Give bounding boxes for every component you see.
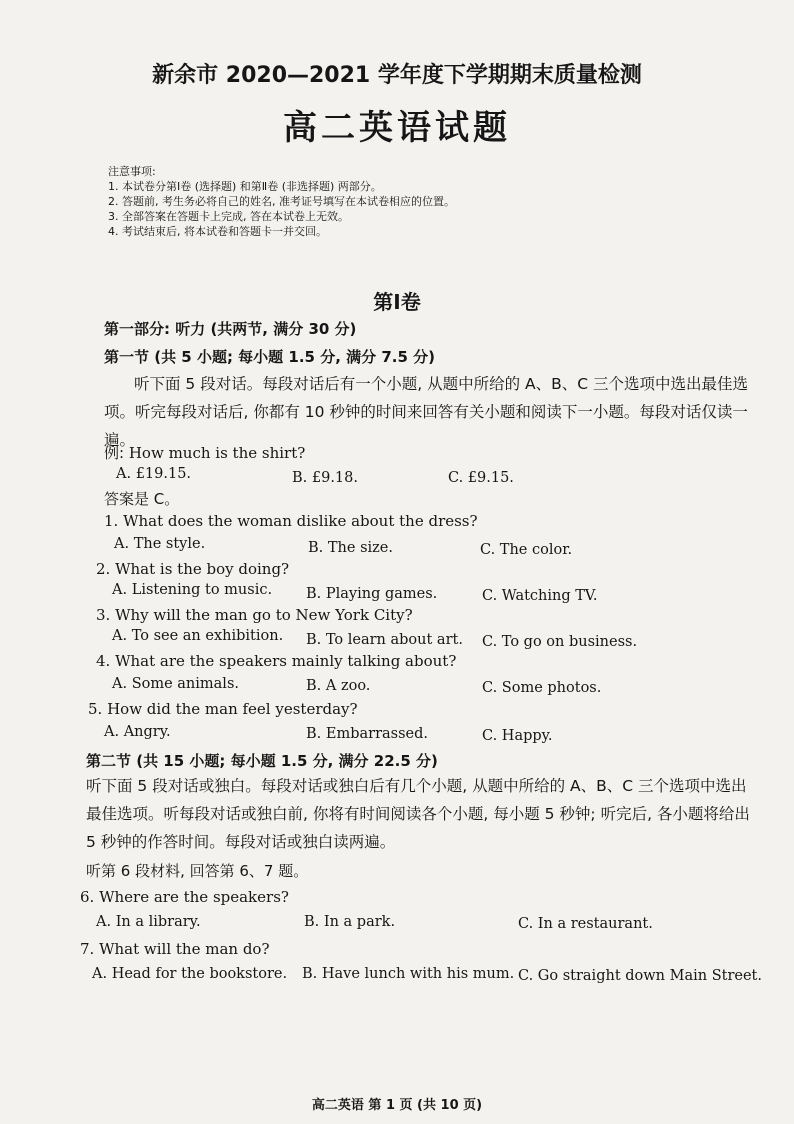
- notes-item: 1. 本试卷分第Ⅰ卷 (选择题) 和第Ⅱ卷 (非选择题) 两部分。: [108, 180, 382, 193]
- q5-option-c: C. Happy.: [482, 728, 553, 744]
- question-5: 5. How did the man feel yesterday?: [88, 700, 358, 718]
- q4-option-b: B. A zoo.: [306, 678, 371, 694]
- example-answer: 答案是 C。: [104, 490, 180, 508]
- example-label: 例:: [104, 444, 125, 462]
- question-1: 1. What does the woman dislike about the dress?: [104, 512, 478, 530]
- q3-option-b: B. To learn about art.: [306, 632, 463, 648]
- notes-heading: 注意事项:: [108, 165, 156, 178]
- example-option-b: B. £9.18.: [292, 470, 358, 486]
- part1-heading: 第一部分: 听力 (共两节, 满分 30 分): [104, 320, 357, 338]
- volume-heading: 第Ⅰ卷: [373, 290, 421, 314]
- section1-instruction: 听下面 5 段对话。每段对话后有一个小题, 从题中所给的 A、B、C 三个选项中选出最佳选项。听完每段对话后, 你都有 10 秒钟的时间来回答有关小题和阅读下一小题。每段对话仅读一遍。: [104, 375, 748, 449]
- question-6: 6. Where are the speakers?: [80, 888, 289, 906]
- q1-option-c: C. The color.: [480, 542, 573, 558]
- question-4: 4. What are the speakers mainly talking about?: [96, 652, 457, 670]
- question-7: 7. What will the man do?: [80, 940, 270, 958]
- section1-heading: 第一节 (共 5 小题; 每小题 1.5 分, 满分 7.5 分): [104, 348, 435, 366]
- notes-item: 4. 考试结束后, 将本试卷和答题卡一并交回。: [108, 225, 327, 238]
- q5-option-a: A. Angry.: [104, 724, 171, 740]
- notes-block: [108, 164, 528, 239]
- q1-option-a: A. The style.: [114, 536, 206, 552]
- q4-option-c: C. Some photos.: [482, 680, 602, 696]
- question-3: 3. Why will the man go to New York City?: [96, 606, 413, 624]
- section2-heading: 第二节 (共 15 小题; 每小题 1.5 分, 满分 22.5 分): [86, 752, 438, 770]
- page-footer: 高二英语 第 1 页 (共 10 页): [311, 1098, 483, 1113]
- q6-option-a: A. In a library.: [96, 914, 201, 930]
- q4-option-a: A. Some animals.: [112, 676, 239, 692]
- notes-item: 2. 答题前, 考生务必将自己的姓名, 准考证号填写在本试卷相应的位置。: [108, 195, 455, 208]
- q7-option-a: A. Head for the bookstore.: [92, 966, 288, 982]
- q3-option-c: C. To go on business.: [482, 634, 638, 650]
- q1-option-b: B. The size.: [308, 540, 393, 556]
- q6-option-b: B. In a park.: [304, 914, 396, 930]
- q7-option-c: C. Go straight down Main Street.: [518, 968, 762, 984]
- q7-option-b: B. Have lunch with his mum.: [302, 966, 515, 982]
- example-option-a: A. £19.15.: [116, 466, 192, 482]
- material-6: 听第 6 段材料, 回答第 6、7 题。: [86, 862, 309, 880]
- exam-subtitle: 高二英语试题: [283, 108, 511, 148]
- question-2: 2. What is the boy doing?: [96, 560, 290, 578]
- q3-option-a: A. To see an exhibition.: [112, 628, 284, 644]
- q2-option-a: A. Listening to music.: [112, 582, 273, 598]
- notes-item: 3. 全部答案在答题卡上完成, 答在本试卷上无效。: [108, 210, 349, 223]
- section2-instruction: 听下面 5 段对话或独白。每段对话或独白后有几个小题, 从题中所给的 A、B、C 三个选项中选出最佳选项。听每段对话或独白前, 你将有时间阅读各个小题, 每小题 5 秒钟; 听完后, 各小题将给出 5 秒钟的作答时间。每段对话或独白读两遍。: [86, 777, 750, 851]
- q6-option-c: C. In a restaurant.: [518, 916, 653, 932]
- example-option-c: C. £9.15.: [448, 470, 514, 486]
- exam-title: 新余市 2020—2021 学年度下学期期末质量检测: [152, 63, 642, 88]
- q5-option-b: B. Embarrassed.: [306, 726, 428, 742]
- q2-option-b: B. Playing games.: [306, 586, 438, 602]
- example-question: How much is the shirt?: [128, 444, 306, 462]
- q2-option-c: C. Watching TV.: [482, 588, 598, 604]
- example-line: [104, 442, 305, 463]
